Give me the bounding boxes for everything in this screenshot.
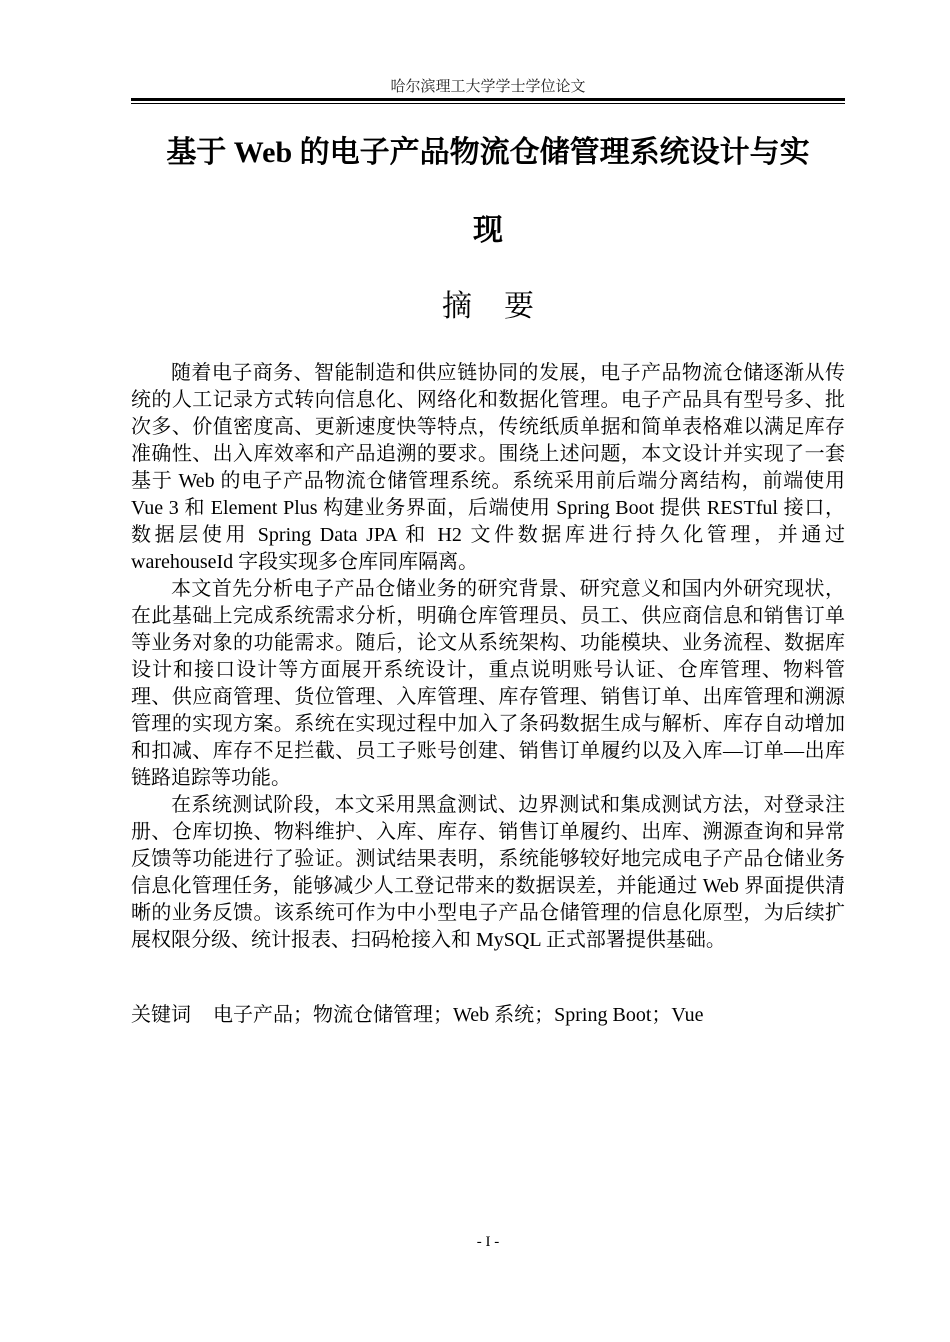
header-rule-thin — [131, 103, 845, 104]
abstract-body — [131, 360, 845, 954]
abstract-paragraph-2: 本文首先分析电子产品仓储业务的研究背景、研究意义和国内外研究现状，在此基础上完成系统需求分析，明确仓库管理员、员工、供应商信息和销售订单等业务对象的功能需求。随后，论文从系统架构、功能模块、业务流程、数据库设计和接口设计等方面展开系统设计，重点说明账号认证、仓库管理、物料管理、供应商管理、货位管理、入库管理、库存管理、销售订单、出库管理和溯源管理的实现方案。系统在实现过程中加入了条码数据生成与解析、库存自动增加和扣减、库存不足拦截、员工子账号创建、销售订单履约以及入库—订单—出库链路追踪等功能。 — [131, 578, 845, 789]
keywords-label: 关键词 — [131, 1004, 191, 1026]
keywords-text: 电子产品；物流仓储管理；Web 系统；Spring Boot；Vue — [213, 1004, 704, 1026]
abstract-heading: 摘要 — [442, 289, 566, 324]
keywords-line — [131, 1001, 845, 1029]
header-rule-thick — [131, 98, 845, 101]
thesis-title-line1: 基于 Web 的电子产品物流仓储管理系统设计与实 — [166, 136, 810, 169]
running-header: 哈尔滨理工大学学士学位论文 — [390, 77, 586, 95]
abstract-paragraph-1: 随着电子商务、智能制造和供应链协同的发展，电子产品物流仓储逐渐从传统的人工记录方式转向信息化、网络化和数据化管理。电子产品具有型号多、批次多、价值密度高、更新速度快等特点，传统纸质单据和简单表格难以满足库存准确性、出入库效率和产品追溯的要求。围绕上述问题，本文设计并实现了一套基于 Web 的电子产品物流仓储管理系统。系统采用前后端分离结构，前端使用 Vue 3 和 Element Plus 构建业务界面，后端使用 Spring Boot 提供 RESTful 接口，数据层使用 Spring Data JPA 和 H2 文件数据库进行持久化管理，并通过 warehouseId 字段实现多仓库同库隔离。 — [131, 362, 845, 573]
abstract-paragraph-3: 在系统测试阶段，本文采用黑盒测试、边界测试和集成测试方法，对登录注册、仓库切换、物料维护、入库、库存、销售订单履约、出库、溯源查询和异常反馈等功能进行了验证。测试结果表明，系统能够较好地完成电子产品仓储业务信息化管理任务，能够减少人工登记带来的数据误差，并能通过 Web 界面提供清晰的业务反馈。该系统可作为中小型电子产品仓储管理的信息化原型，为后续扩展权限分级、统计报表、扫码枪接入和 MySQL 正式部署提供基础。 — [131, 794, 845, 951]
thesis-title-line2: 现 — [473, 213, 503, 248]
page-number: - I - — [476, 1234, 500, 1250]
